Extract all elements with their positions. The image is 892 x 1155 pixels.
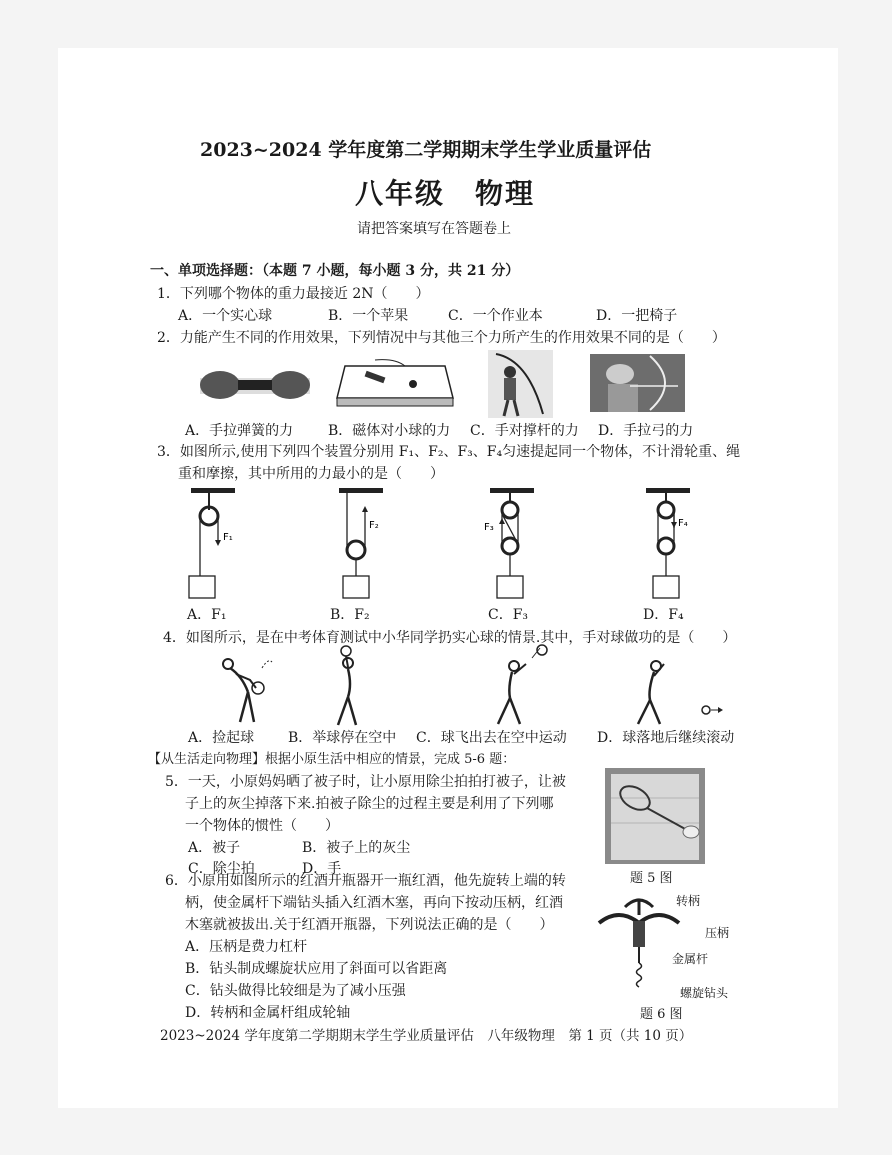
q3-stem-line1: 3．如图所示,使用下列四个装置分别用 F₁、F₂、F₃、F₄匀速提起同一个物体，不计滑轮重、绳 xyxy=(157,444,741,460)
q4-option-a: A．捡起球 xyxy=(188,730,255,746)
q3-option-c: C．F₃ xyxy=(488,607,529,623)
q5-option-d: D．手 xyxy=(302,861,342,877)
instruction: 请把答案填写在答题卷上 xyxy=(357,221,511,237)
q5-figure-caption: 题 5 图 xyxy=(630,871,673,886)
q2-option-b: B．磁体对小球的力 xyxy=(328,423,451,439)
q6-option-c: C．钻头做得比较细是为了减小压强 xyxy=(185,983,406,999)
q6-option-b: B．钻头制成螺旋状应用了斜面可以省距离 xyxy=(185,961,448,977)
q3-stem-line2: 重和摩擦，其中所用的力最小的是（ ） xyxy=(178,466,444,482)
exam-title: 2023~2024 学年度第二学期期末学生学业质量评估 xyxy=(200,139,652,161)
q6-line3: 木塞就被拔出.关于红酒开瓶器，下列说法正确的是（ ） xyxy=(185,917,554,933)
page-footer: 2023~2024 学年度第二学期期末学生学业质量评估 八年级物理 第 1 页（共 10 页） xyxy=(160,1028,693,1044)
q2-option-d: D．手拉弓的力 xyxy=(598,423,694,439)
q6-label-screw: 螺旋钻头 xyxy=(680,986,729,1000)
q1-option-c: C．一个作业本 xyxy=(448,308,543,324)
q6-line2: 柄，使金属杆下端钻头插入红酒木塞，再向下按动压柄，红酒 xyxy=(185,895,563,911)
q3-option-d: D．F₄ xyxy=(643,607,684,623)
context-intro: 【从生活走向物理】根据小原生活中相应的情景，完成 5-6 题： xyxy=(148,752,516,767)
subject-title: 八年级 物理 xyxy=(355,177,536,210)
q5-line1: 5．一天，小原妈妈晒了被子时，让小原用除尘拍拍打被子，让被 xyxy=(165,774,566,790)
q6-label-rod: 金属杆 xyxy=(672,952,709,966)
q4-figure-hold xyxy=(326,645,376,727)
q4-figure-roll xyxy=(628,652,724,726)
q3-force-label-d: F₄ xyxy=(678,518,688,529)
q6-option-a: A．压柄是费力杠杆 xyxy=(185,939,308,955)
q6-line1: 6．小原用如图所示的红酒开瓶器开一瓶红酒，他先旋转上端的转 xyxy=(165,873,566,889)
q4-figure-throw xyxy=(486,640,556,726)
q3-pulley-d xyxy=(640,488,710,600)
section-heading: 一、单项选择题：（本题 7 小题，每小题 3 分，共 21 分） xyxy=(150,263,520,279)
q4-option-c: C．球飞出去在空中运动 xyxy=(416,730,567,746)
q4-option-b: B．举球停在空中 xyxy=(288,730,397,746)
q1-option-b: B．一个苹果 xyxy=(328,308,409,324)
q6-figure-caption: 题 6 图 xyxy=(640,1007,683,1022)
q1-option-d: D．一把椅子 xyxy=(596,308,678,324)
q5-line2: 子上的灰尘掉落下来.拍被子除尘的过程主要是利用了下列哪 xyxy=(185,796,554,812)
q3-force-label-b: F₂ xyxy=(369,520,379,531)
q6-label-lever: 压柄 xyxy=(705,926,730,940)
q3-force-label-c: F₃ xyxy=(484,522,494,533)
q3-option-a: A．F₁ xyxy=(187,607,227,623)
q6-label-handle: 转柄 xyxy=(676,894,701,908)
q5-option-c: C．除尘拍 xyxy=(188,861,255,877)
q5-option-a: A．被子 xyxy=(188,840,241,856)
q2-stem: 2．力能产生不同的作用效果，下列情况中与其他三个力所产生的作用效果不同的是（ ） xyxy=(157,330,726,346)
q2-figure-spring xyxy=(200,360,310,410)
q4-stem: 4．如图所示，是在中考体育测试中小华同学扔实心球的情景.其中，手对球做功的是（ ） xyxy=(163,630,737,646)
q5-line3: 一个物体的惯性（ ） xyxy=(185,818,339,834)
q3-option-b: B．F₂ xyxy=(330,607,370,623)
q6-option-d: D．转柄和金属杆组成轮轴 xyxy=(185,1005,351,1021)
q5-option-b: B．被子上的灰尘 xyxy=(302,840,411,856)
q3-force-label-a: F₁ xyxy=(223,532,233,543)
q5-figure-duster xyxy=(605,768,705,864)
q3-pulley-c xyxy=(480,488,550,600)
q4-figure-pick-up xyxy=(210,650,280,726)
q1-stem: 1．下列哪个物体的重力最接近 2N（ ） xyxy=(157,286,430,302)
q1-option-a: A．一个实心球 xyxy=(178,308,273,324)
q2-figure-magnet xyxy=(335,356,455,414)
q6-figure-corkscrew xyxy=(595,893,685,1003)
q2-figure-pole-vault xyxy=(488,350,553,418)
q2-option-a: A．手拉弹簧的力 xyxy=(185,423,294,439)
q4-option-d: D．球落地后继续滚动 xyxy=(597,730,735,746)
q3-pulley-b xyxy=(333,488,403,600)
q2-option-c: C．手对撑杆的力 xyxy=(470,423,579,439)
q2-figure-archer xyxy=(590,354,685,412)
q3-pulley-a xyxy=(185,488,255,600)
